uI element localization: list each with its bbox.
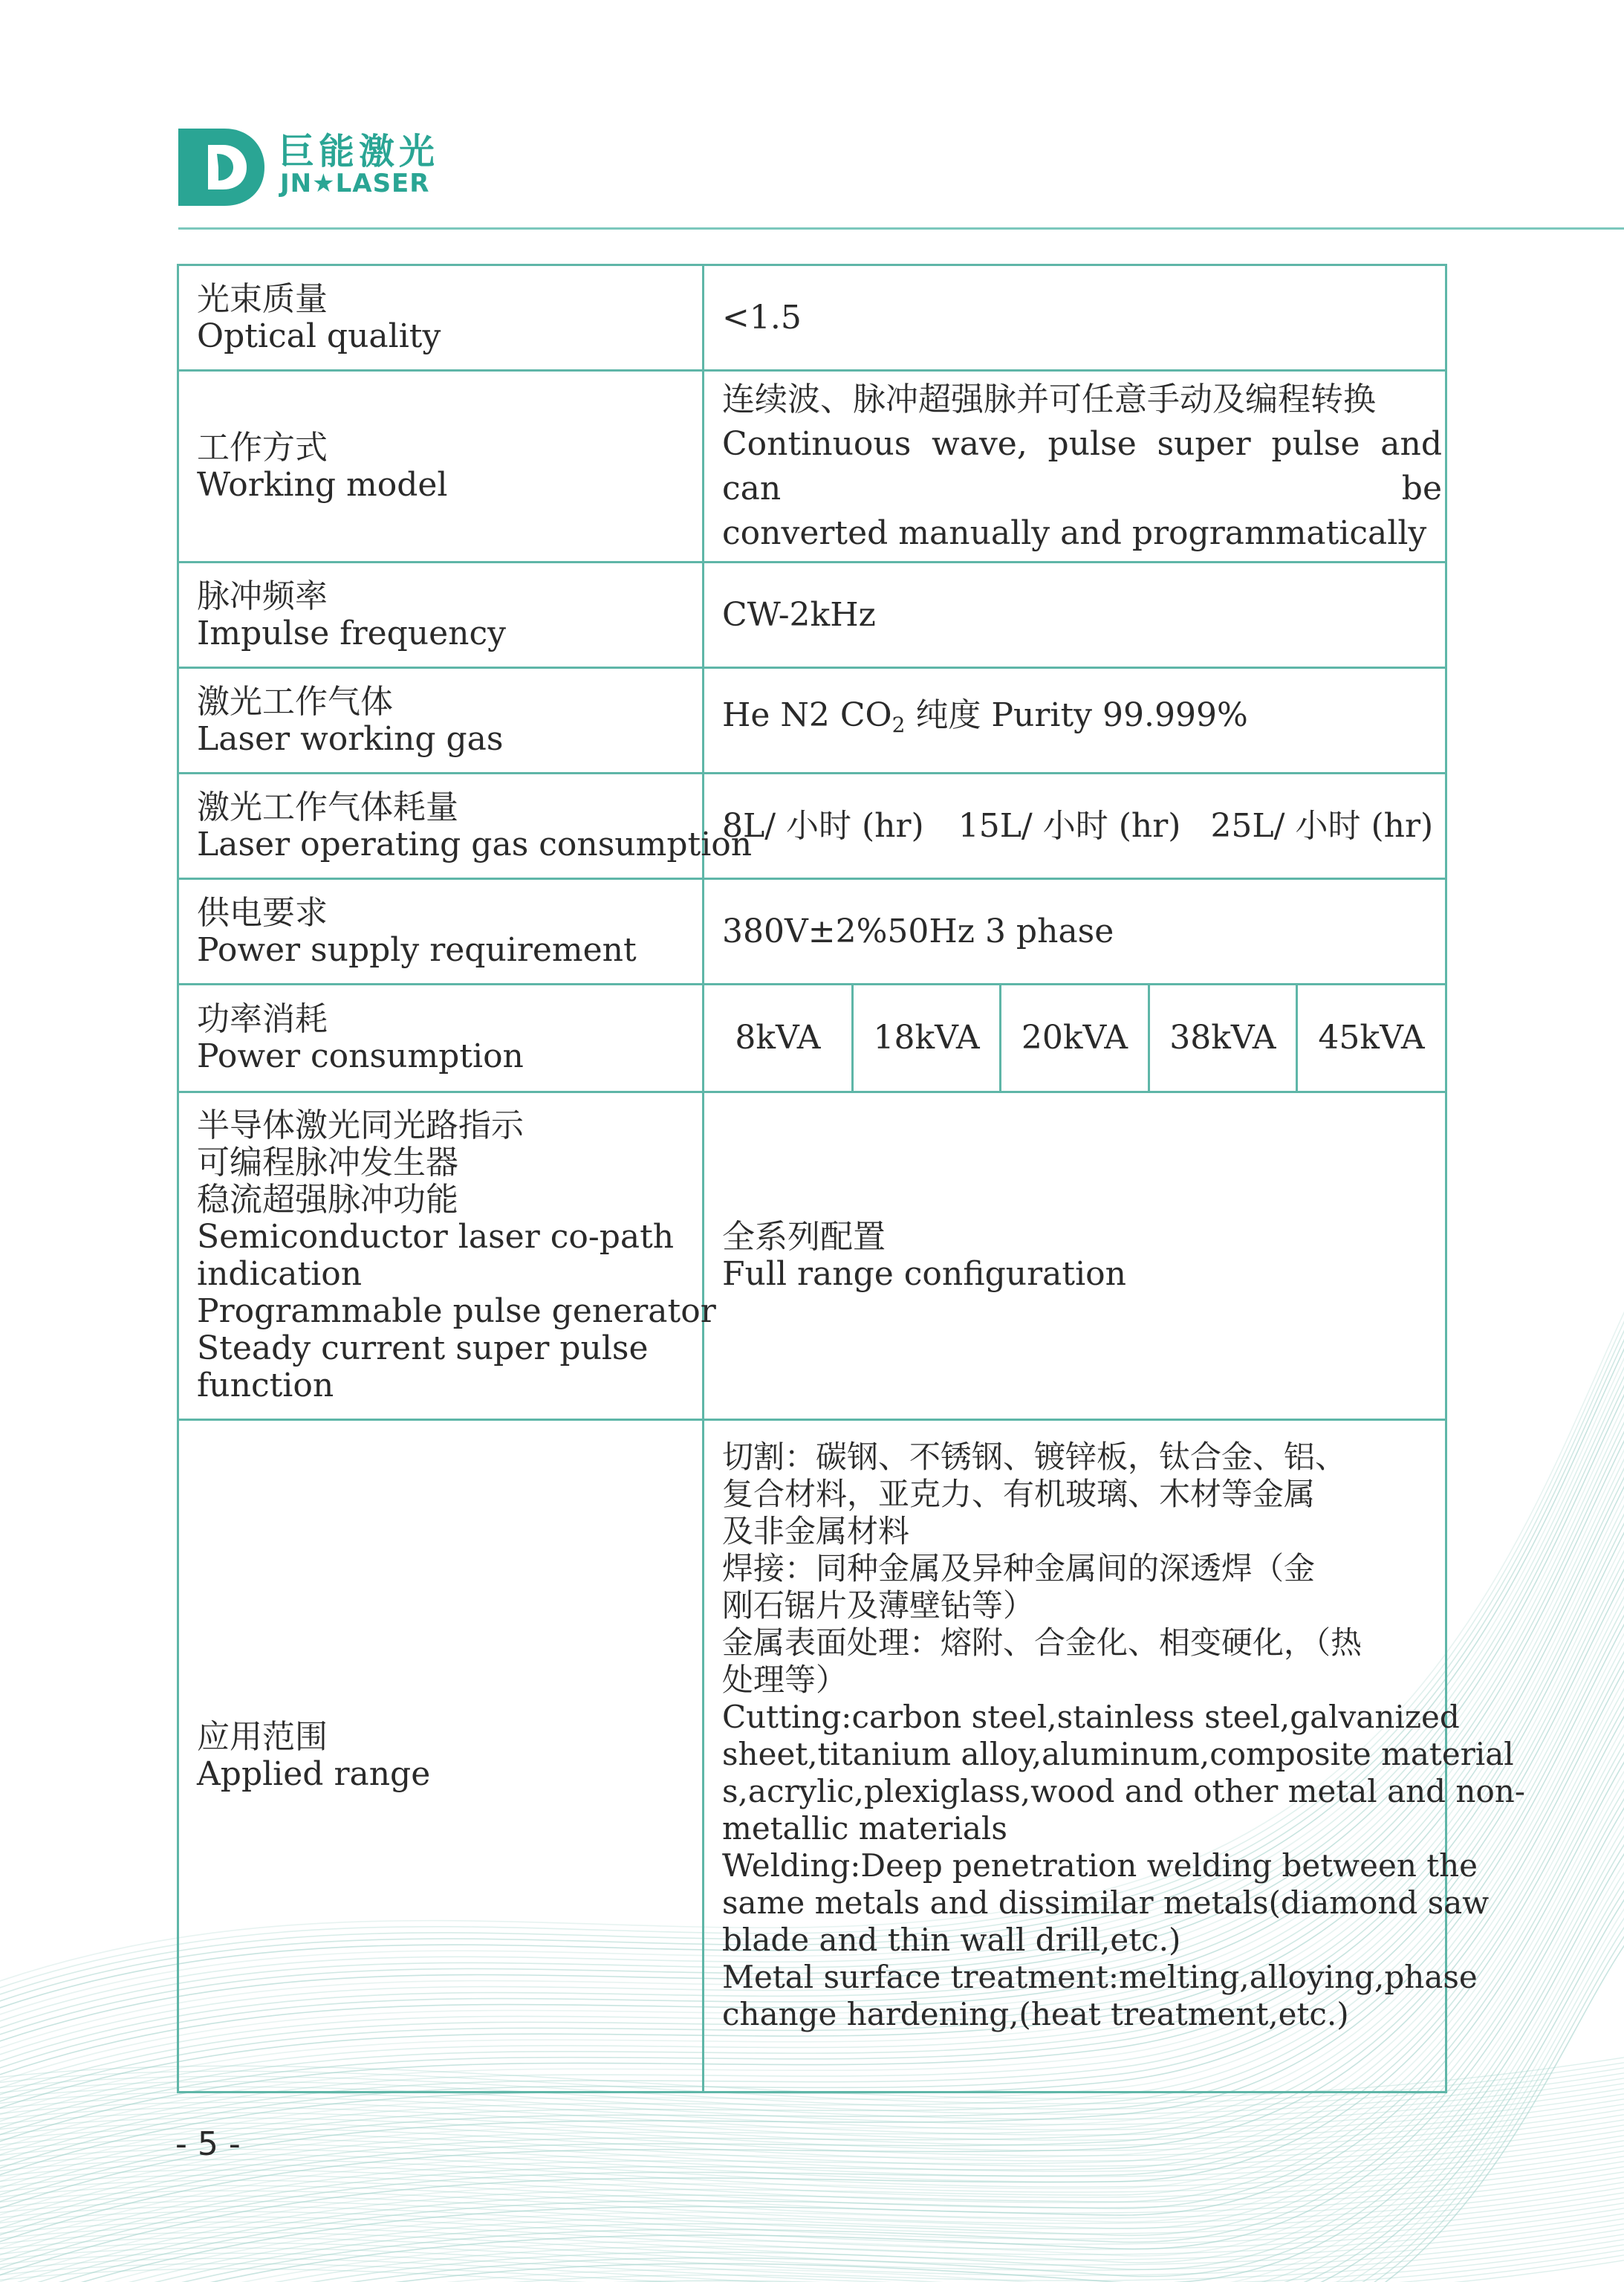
feature-line: Steady current super pulse xyxy=(197,1329,649,1367)
label-cn: 激光工作气体耗量 xyxy=(197,788,458,826)
label-optical-quality xyxy=(178,265,704,371)
label-cn: 光束质量 xyxy=(197,279,328,318)
applied-line: 刚石锯片及薄壁钻等） xyxy=(722,1587,1035,1624)
gas-consumption-8l: 8L/ 小时 (hr) xyxy=(722,806,924,845)
label-cn: 脉冲频率 xyxy=(197,577,328,615)
label-cn: 工作方式 xyxy=(197,428,328,467)
label-en: Optical quality xyxy=(197,317,441,355)
table-row xyxy=(178,1092,1446,1420)
label-en: Applied range xyxy=(197,1755,431,1793)
feature-line: 稳流超强脉冲功能 xyxy=(197,1181,458,1219)
label-en: Working model xyxy=(197,465,448,504)
applied-line: sheet,titanium alloy,aluminum,composite material xyxy=(722,1736,1514,1772)
label-en: Laser working gas xyxy=(197,719,504,758)
table-row xyxy=(178,563,1446,668)
label-en: Impulse frequency xyxy=(197,614,507,652)
power-cell-8kva: 8kVA xyxy=(735,1019,821,1057)
label-features xyxy=(178,1092,716,1420)
value-features xyxy=(704,1092,1446,1420)
feature-line: 可编程脉冲发生器 xyxy=(197,1144,458,1181)
logo-english-text: JN★LASER xyxy=(280,169,430,198)
table-row xyxy=(178,371,1446,563)
label-working-model xyxy=(178,371,704,563)
applied-line: metallic materials xyxy=(722,1810,1007,1847)
value-applied-range xyxy=(704,1420,1525,2093)
applied-line: 金属表面处理：熔附、合金化、相变硬化，（热 xyxy=(722,1624,1362,1661)
feature-line: function xyxy=(197,1367,334,1404)
value-power-consumption xyxy=(704,985,1446,1092)
spec-table xyxy=(177,264,1525,2093)
applied-line: 复合材料，亚克力、有机玻璃、木材等金属 xyxy=(722,1476,1316,1512)
label-impulse-frequency xyxy=(178,563,704,668)
applied-line: 处理等） xyxy=(722,1662,848,1698)
power-cell-38kva: 38kVA xyxy=(1149,985,1296,1091)
applied-line: 切割：碳钢、不锈钢、镀锌板，钛合金、铝、 xyxy=(722,1439,1347,1475)
feature-line: Semiconductor laser co-path xyxy=(197,1218,675,1256)
value-optical-quality: <1.5 xyxy=(704,265,1446,371)
feature-line: Programmable pulse generator xyxy=(197,1292,716,1330)
value-impulse-frequency: CW-2kHz xyxy=(704,563,1446,668)
label-cn: 应用范围 xyxy=(197,1718,328,1756)
value-cn: 全系列配置 xyxy=(722,1218,886,1256)
feature-line: indication xyxy=(197,1255,363,1293)
table-row xyxy=(178,265,1446,371)
table-row xyxy=(178,668,1446,774)
value-power-supply: 380V±2%50Hz 3 phase xyxy=(704,879,1446,985)
label-applied-range xyxy=(178,1420,704,2093)
label-cn: 供电要求 xyxy=(197,893,328,932)
value-laser-working-gas xyxy=(704,668,1446,774)
gas-consumption-25l: 25L/ 小时 (hr) xyxy=(1210,806,1434,845)
applied-line: same metals and dissimilar metals(diamond saw xyxy=(722,1884,1490,1921)
label-cn: 激光工作气体 xyxy=(197,682,393,721)
power-cell-20kva: 20kVA xyxy=(1001,985,1149,1091)
label-en: Laser operating gas consumption xyxy=(197,825,753,863)
power-cell-18kva: 18kVA xyxy=(852,985,1000,1091)
applied-line: change hardening,(heat treatment,etc.) xyxy=(722,1996,1349,2032)
applied-line: 焊接：同种金属及异种金属间的深透焊（金 xyxy=(722,1550,1316,1586)
value-cn: 连续波、脉冲超强脉并可任意手动及编程转换 xyxy=(722,380,1376,418)
label-laser-working-gas xyxy=(178,668,704,774)
applied-line: blade and thin wall drill,etc.) xyxy=(722,1922,1181,1958)
jn-logo-mark-icon xyxy=(178,123,267,210)
gas-consumption-15l: 15L/ 小时 (hr) xyxy=(958,806,1181,845)
feature-line: 半导体激光同光路指示 xyxy=(197,1106,524,1144)
gas-text: He N2 CO xyxy=(722,696,892,734)
label-en: Power supply requirement xyxy=(197,930,637,969)
power-consumption-grid xyxy=(704,985,1445,1091)
value-en-line: Continuous wave, pulse super pulse and can be xyxy=(722,425,1442,508)
table-row xyxy=(178,1420,1446,2093)
power-cell-45kva: 45kVA xyxy=(1297,985,1445,1091)
label-power-supply xyxy=(178,879,704,985)
page-number: - 5 - xyxy=(175,2125,241,2163)
table-row xyxy=(178,985,1446,1092)
applied-line: 及非金属材料 xyxy=(722,1513,910,1549)
applied-line: Metal surface treatment:melting,alloying,phase xyxy=(722,1959,1478,1995)
gas-purity: 纯度 Purity 99.999% xyxy=(905,696,1248,734)
applied-line: Cutting:carbon steel,stainless steel,galvanized xyxy=(722,1699,1460,1735)
logo-chinese-text: 巨能激光 xyxy=(279,131,440,172)
gas-subscript: 2 xyxy=(891,713,906,737)
header-divider xyxy=(178,227,1624,230)
applied-line: s,acrylic,plexiglass,wood and other metal and non- xyxy=(722,1773,1525,1809)
value-working-model xyxy=(704,371,1446,563)
label-power-consumption xyxy=(178,985,704,1092)
applied-line: Welding:Deep penetration welding between the xyxy=(722,1847,1478,1884)
table-row xyxy=(178,879,1446,985)
label-gas-consumption xyxy=(178,774,753,879)
label-en: Power consumption xyxy=(197,1037,524,1075)
value-gas-consumption xyxy=(704,774,1446,879)
value-en-line: converted manually and programmatically xyxy=(722,514,1427,552)
label-cn: 功率消耗 xyxy=(197,1000,328,1038)
table-row xyxy=(178,774,1446,879)
value-en: Full range configuration xyxy=(722,1255,1126,1293)
